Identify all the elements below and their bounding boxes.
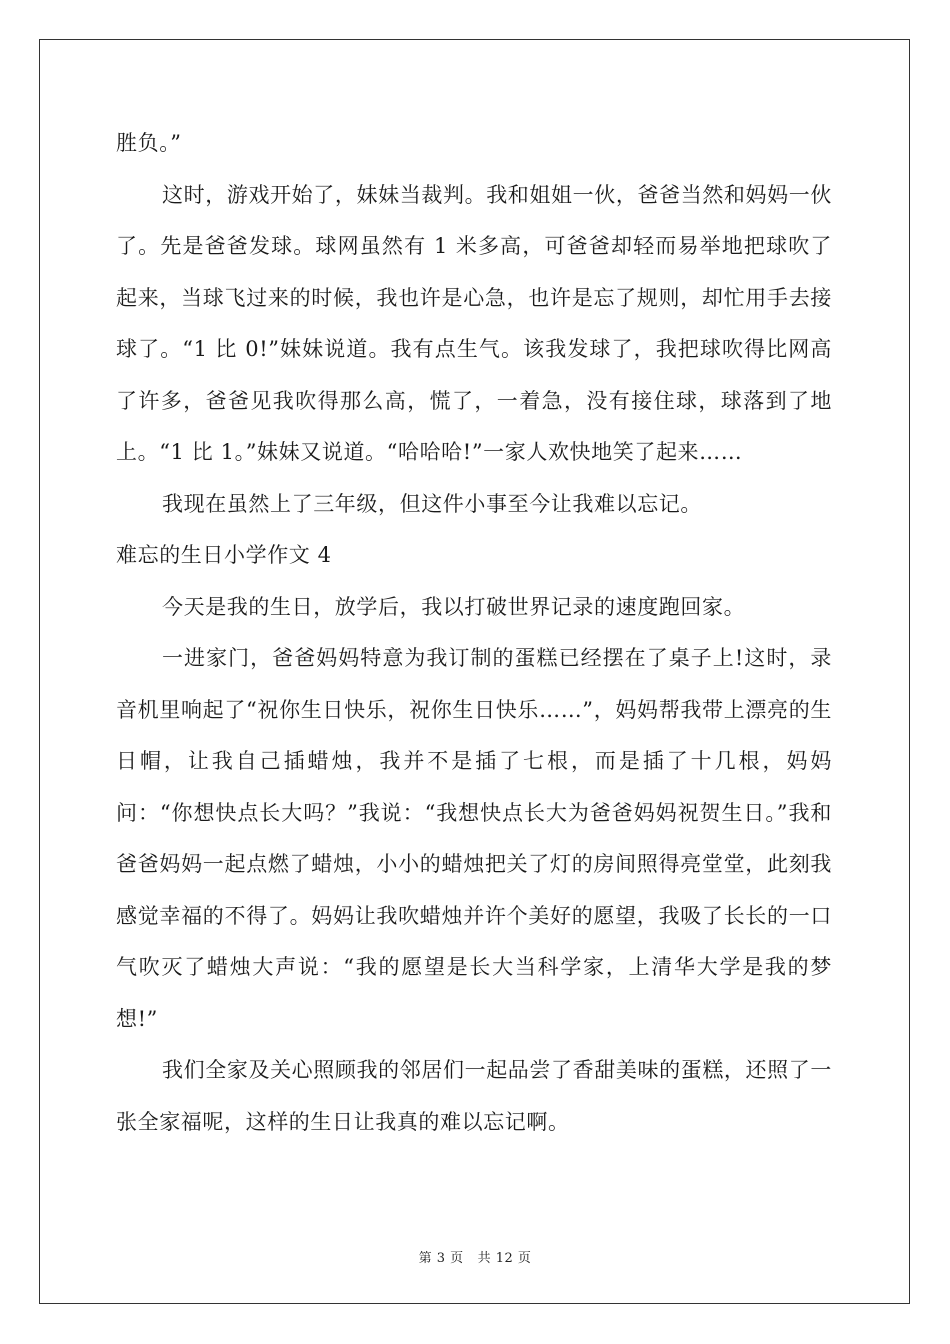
paragraph-birthday-intro: 今天是我的生日，放学后，我以打破世界记录的速度跑回家。 — [162, 594, 746, 619]
page-footer — [0, 1247, 950, 1266]
paragraph-birthday-end: 我们全家及关心照顾我的邻居们一起品尝了香甜美味的蛋糕，还照了一张全家福呢，这样的生日让我真的难以忘记啊。 — [116, 1058, 832, 1134]
paragraph-continuation: 胜负。” — [116, 131, 182, 155]
page-total: 共 12 页 — [477, 1251, 532, 1266]
document-body — [116, 118, 832, 1148]
paragraph-memory: 我现在虽然上了三年级，但这件小事至今让我难以忘记。 — [162, 491, 702, 516]
page-number: 第 3 页 — [418, 1251, 464, 1266]
essay-title: 难忘的生日小学作文 4 — [116, 543, 332, 567]
paragraph-birthday-cake: 一进家门，爸爸妈妈特意为我订制的蛋糕已经摆在了桌子上!这时，录音机里响起了“祝你生日快乐，祝你生日快乐……”，妈妈帮我带上漂亮的生日帽，让我自己插蜡烛，我并不是插了七根，而是插了十几根，妈妈问：“你想快点长大吗？”我说：“我想快点长大为爸爸妈妈祝贺生日。”我和爸爸妈妈一起点燃了蜡烛，小小的蜡烛把关了灯的房间照得亮堂堂，此刻我感觉幸福的不得了。妈妈让我吹蜡烛并许个美好的愿望，我吸了长长的一口气吹灭了蜡烛大声说：“我的愿望是长大当科学家，上清华大学是我的梦想!” — [116, 646, 832, 1031]
paragraph-game: 这时，游戏开始了，妹妹当裁判。我和姐姐一伙，爸爸当然和妈妈一伙了。先是爸爸发球。球网虽然有 1 米多高，可爸爸却轻而易举地把球吹了起来，当球飞过来的时候，我也许是心急，也许是忘了规则，却忙用手去接球了。“1 比 0!”妹妹说道。我有点生气。该我发球了，我把球吹得比网高了许多，爸爸见我吹得那么高，慌了，一着急，没有接住球，球落到了地上。“1 比 1。”妹妹又说道。“哈哈哈!”一家人欢快地笑了起来…… — [116, 182, 832, 464]
